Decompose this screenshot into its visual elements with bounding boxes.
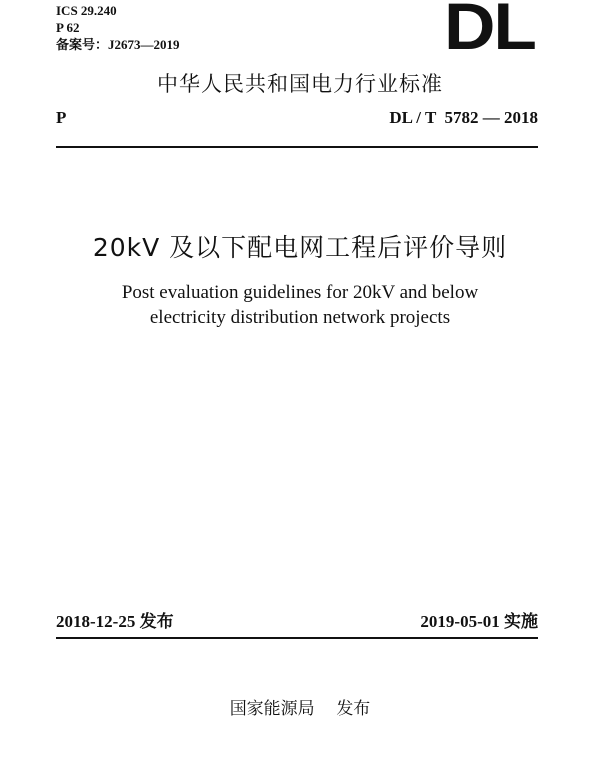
standard-number: DL / T 5782 — 2018: [389, 108, 538, 127]
issue-label: 发布: [139, 612, 174, 632]
implementation-date-block: [420, 607, 538, 632]
english-title: [0, 280, 600, 330]
bottom-divider: [56, 637, 538, 639]
implementation-date: 2019-05-01: [420, 612, 500, 631]
english-title-line-1: Post evaluation guidelines for 20kV and below: [121, 282, 479, 303]
standard-codes-block: [56, 2, 180, 53]
industry-standard-heading: 中华人民共和国电力行业标准: [157, 72, 443, 96]
top-divider: [56, 146, 538, 148]
publisher-line: [0, 694, 600, 719]
publisher-action: 发布: [336, 699, 371, 719]
classification-code: P 62: [56, 20, 80, 35]
dl-logo: DL: [444, 0, 535, 63]
ics-code: ICS 29.240: [56, 3, 117, 18]
filing-number: 备案号：J2673—2019: [56, 37, 180, 52]
publisher-name: 国家能源局: [229, 699, 315, 719]
implementation-label: 实施: [504, 612, 538, 632]
issue-date-block: [56, 607, 174, 632]
chinese-title: 20kV 及以下配电网工程后评价导则: [92, 233, 508, 262]
classification-letter: P: [56, 108, 67, 127]
english-title-line-2: electricity distribution network projects: [149, 307, 451, 328]
issue-date: 2018-12-25: [56, 612, 136, 631]
